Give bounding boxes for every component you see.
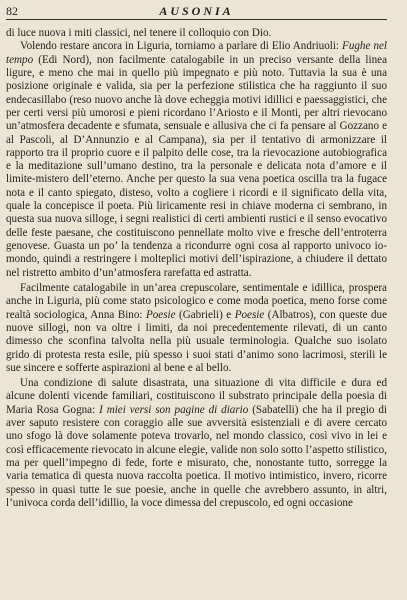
text-run: Facilmente catalogabile in un’area crepuscolare, sentimentale e idillica, prospera anche in Liguria, più come stato psicologico e come moda poetica, meno forse come realtà sociologica, Anna Bino: <box>6 281 387 321</box>
book-title: Fughe nel tempo <box>6 40 387 66</box>
paragraph <box>6 377 387 510</box>
journal-title: AUSONIA <box>159 4 234 18</box>
page-number: 82 <box>6 4 18 18</box>
paragraph <box>6 27 387 40</box>
text-run: di luce nuova i miti classici, nel tenere il colloquio con Dio. <box>6 27 272 39</box>
text-run: (Albatros), con queste due nuove sillogi, non va oltre i limiti, da noi precedentemente rilevati, di un canto dimesso che sconfina talvolta nella più usuale terminologia. Qualche suo isolato grido di protesta resta esile, più spesso i suoi stati d’animo sono lacrimosi, sterili le sue sincere e sofferte aspirazioni al bene e al bello. <box>6 308 387 374</box>
book-title: Poesie <box>234 308 265 321</box>
text-run: Volendo restare ancora in Liguria, torniamo a parlare di Elio Andriuoli: <box>20 40 343 53</box>
text-run: (Sabatelli) che ha il pregio di aver saputo resistere con coraggio alle sue avversità esistenziali e di avere cercato uno sfogo là dove solamente poteva trovarlo, nel mondo classico, così vivo in lei e così efficacemente rievocato in alcune elegie, valide non solo sotto l’aspetto stilistico, ma per quell’impegno di fede, forte e misurato, che, nonostante tutto, sorregge la varia tematica di questa nuova raccolta poetica. Il motivo intimistico, invero, ricorre spesso in quasi tutte le sue poesie, anche in quelle che avrebbero assunto, in altri, l’univoca corda dell’idillio, la voce dimessa del crepuscolo, ed ogni occasione <box>6 403 388 509</box>
running-header <box>6 4 387 20</box>
text-run: Una condizione di salute disastrata, una situazione di vita difficile e dura ed alcune dolenti vicende familiari, costituiscono il substrato principale della poesia di Maria Rosa Gogna: <box>6 377 387 416</box>
text-run: (Gabrieli) e <box>175 308 235 321</box>
paragraph <box>6 40 387 280</box>
article-body <box>6 27 387 510</box>
book-title: I miei versi son pagine di diario <box>99 403 249 416</box>
book-title: Poesie <box>145 308 176 321</box>
text-run: (Edi Nord), non facilmente catalogabile in un preciso versante della linea ligure, e meno che mai in quello più impegnato e più noto. Tuttavia la sua è una posizione originale e valida, sia per la perfezione stilistica che ha raggiunto il suo endecasillabo (reso nuovo anche là dove echeggia motivi idillici e paessaggistici, che per certi versi più umorosi e pieni ricordano l’Ariosto e il Monti, per altri rievocano un’atmosfera decadente e sfumata, sensuale e allusiva che ci fa pensare al Gozzano e al Pascoli, al D’Annunzio e al Campana), sia per il tentativo di armonizzare il rapporto tra il proprio cuore e il palpito delle cose, tra la rievocazione autobiografica e la meditazione sull’umano destino, tra la personale e delicata nota d’amore e il limite-mistero dell’eterno. Anche per questo la sua vena poetica oscilla tra la fugace nota e il canto spiegato, disteso, volto a cogliere i ricordi e il significato della vita, quale la concepisce il poeta. Più liricamente resi in chiave moderna ci sembrano, in questa sua nuova silloge, i segni realistici di certi ambienti rustici e il senso evocativo delle feste paesane, che costituiscono pennellate molto vive e fresche dell’entroterra genovese. Guasta un po’ la tendenza a ricondurre ogni cosa al rapporto univoco io-mondo, quindi a restringere i molteplici motivi dell’ispirazione, a chiudere il dettato nel ristretto ambito d’un’atmosfera rarefatta ed astratta. <box>6 53 387 279</box>
paragraph <box>6 282 387 375</box>
